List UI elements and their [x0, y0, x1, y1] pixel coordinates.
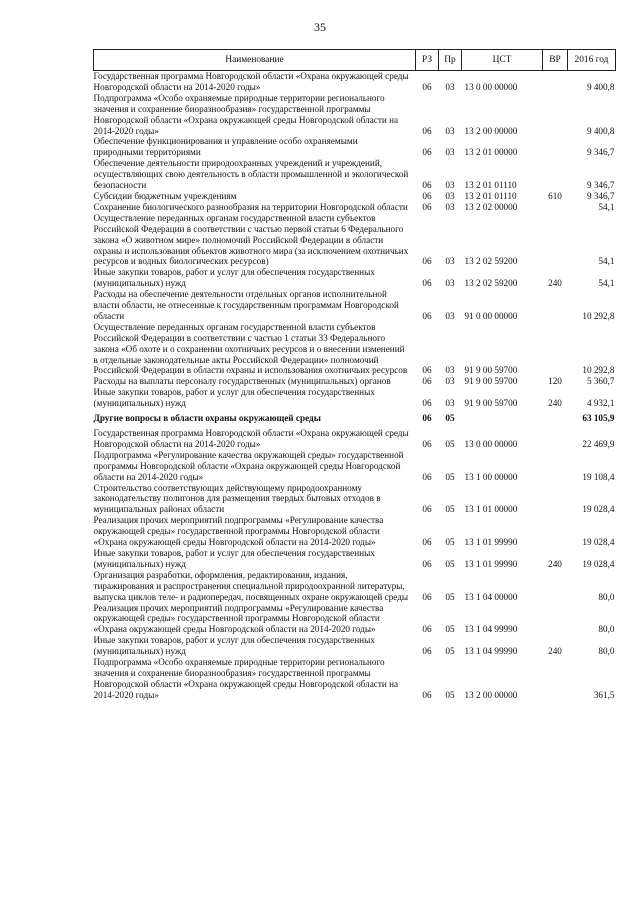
row-rz: 06: [422, 398, 432, 409]
table-row: [94, 570, 616, 603]
row-pr: 03: [445, 278, 455, 289]
row-vr: [543, 202, 568, 213]
row-cst: 13 1 04 99990: [464, 646, 518, 657]
row-cst: 13 0 00 00000: [464, 81, 518, 92]
row-amount: 19 028,4: [582, 558, 615, 569]
table-row: [94, 515, 616, 548]
row-cst: 13 1 01 99990: [464, 558, 518, 569]
row-rz: 06: [422, 147, 432, 158]
row-amount: 22 469,9: [582, 438, 615, 449]
row-amount: 54,1: [598, 201, 615, 212]
table-row: [94, 213, 616, 268]
row-rz: 06: [422, 413, 432, 424]
row-pr: 03: [445, 190, 455, 201]
row-cst: 91 9 00 59700: [464, 376, 518, 387]
row-name: Иные закупки товаров, работ и услуг для обеспечения государственных (муниципальных) нужд: [93, 387, 375, 409]
row-amount: 9 346,7: [586, 147, 615, 158]
row-name: Иные закупки товаров, работ и услуг для обеспечения государственных (муниципальных) нужд: [93, 635, 375, 657]
row-name: Подпрограмма «Особо охраняемые природные территории регионального значения и сохранение биоразнообразия» государственной программы Новгородской области «Охрана окружающей среды Новгородской области на 2014-2020 годы»: [93, 657, 399, 700]
row-rz: 06: [422, 591, 432, 602]
row-pr: 03: [445, 81, 455, 92]
row-name: Подпрограмма «Особо охраняемые природные территории регионального значения и сохранение биоразнообразия» государственной программы Новгородской области «Охрана окружающей среды Новгородской области на 2014-2020 годы»: [93, 92, 399, 136]
row-name: Расходы на обеспечение деятельности отдельных органов исполнительной власти области, не отнесенные к государственным программам Новгородской области: [93, 289, 399, 321]
row-name: Подпрограмма «Регулирование качества окружающей среды» государственной программы Новгородской области «Охрана окружающей среды Новгородской области на 2014-2020 годы»: [93, 449, 404, 482]
row-amount: 9 346,7: [586, 180, 615, 191]
row-cst: 91 9 00 59700: [464, 365, 518, 376]
row-pr: 03: [445, 125, 455, 136]
row-rz: 06: [422, 310, 432, 321]
row-name: Сохранение биологического разнообразия на территории Новгородской области: [93, 201, 408, 212]
row-amount: 80,0: [598, 591, 615, 602]
row-vr: [543, 515, 568, 548]
row-cst: 13 1 01 00000: [464, 504, 518, 515]
row-vr: 240: [548, 558, 562, 569]
header-cst: ЦСТ: [462, 50, 543, 71]
row-amount: 19 028,4: [582, 537, 615, 548]
row-cst: 13 1 04 99990: [464, 624, 518, 635]
row-name: Государственная программа Новгородской области «Охрана окружающей среды Новгородской области на 2014-2020 годы»: [93, 71, 409, 92]
row-cst: 13 2 00 00000: [464, 125, 518, 136]
table-row: [94, 267, 616, 289]
row-amount: 19 028,4: [582, 504, 615, 515]
row-cst: 13 2 02 00000: [464, 201, 518, 212]
row-vr: 240: [548, 398, 562, 409]
row-pr: 05: [445, 689, 455, 700]
row-vr: [543, 657, 568, 701]
row-pr: 05: [445, 646, 455, 657]
row-amount: 361,5: [593, 689, 615, 700]
row-cst: 13 0 00 00000: [464, 438, 518, 449]
row-rz: 06: [422, 624, 432, 635]
row-pr: 05: [445, 537, 455, 548]
table-row: [94, 191, 616, 202]
row-vr: 240: [548, 646, 562, 657]
row-amount: 80,0: [598, 624, 615, 635]
table-row: [94, 450, 616, 483]
row-amount: 54,1: [598, 278, 615, 289]
row-pr: 03: [445, 180, 455, 191]
row-pr: 03: [445, 147, 455, 158]
table-row: [94, 483, 616, 516]
row-pr: 05: [445, 558, 455, 569]
row-cst: 13 1 04 00000: [464, 591, 518, 602]
row-name: Реализация прочих мероприятий подпрограммы «Регулирование качества окружающей среды» государственной программы Новгородской области «Охрана окружающей среды Новгородской области на 2014-2020 годы»: [93, 515, 384, 548]
table-row: [94, 71, 616, 93]
table-row: [94, 202, 616, 213]
row-pr: 03: [445, 256, 455, 267]
row-amount: 63 105,9: [582, 413, 615, 424]
row-amount: 10 292,8: [582, 310, 615, 321]
table-row: [94, 322, 616, 377]
row-rz: 06: [422, 365, 432, 376]
row-name: Строительство соответствующих действующему природоохранному законодательству полигонов для размещения твердых бытовых отходов в муниципальных районах области: [93, 482, 381, 515]
row-rz: 06: [422, 125, 432, 136]
header-name: Наименование: [94, 50, 416, 71]
row-cst: 13 2 00 00000: [464, 689, 518, 700]
row-rz: 06: [422, 201, 432, 212]
row-vr: [543, 450, 568, 483]
row-cst: 13 2 02 59200: [464, 278, 518, 289]
row-vr: [543, 158, 568, 191]
row-pr: 05: [445, 624, 455, 635]
row-vr: [543, 136, 568, 158]
row-rz: 06: [422, 504, 432, 515]
row-vr: [543, 213, 568, 268]
table-header-row: [94, 50, 616, 71]
header-vr: ВР: [543, 50, 568, 71]
row-cst: 13 2 01 01110: [464, 180, 517, 191]
row-vr: 120: [548, 376, 562, 387]
row-cst: 91 0 00 00000: [464, 310, 518, 321]
row-vr: 240: [548, 278, 562, 289]
row-name: Иные закупки товаров, работ и услуг для обеспечения государственных (муниципальных) нужд: [93, 547, 375, 569]
row-vr: [543, 424, 568, 450]
row-pr: 03: [445, 376, 455, 387]
row-rz: 06: [422, 537, 432, 548]
row-vr: [543, 483, 568, 516]
row-name: Расходы на выплаты персоналу государственных (муниципальных) органов: [93, 376, 391, 387]
row-pr: 05: [445, 591, 455, 602]
row-pr: 05: [445, 504, 455, 515]
row-cst: 13 1 00 00000: [464, 471, 518, 482]
row-amount: 4 932,1: [586, 398, 615, 409]
row-rz: 06: [422, 646, 432, 657]
row-amount: 9 346,7: [586, 190, 615, 201]
row-rz: 06: [422, 81, 432, 92]
row-rz: 06: [422, 438, 432, 449]
row-vr: [543, 93, 568, 137]
row-rz: 06: [422, 180, 432, 191]
row-pr: 03: [445, 365, 455, 376]
row-rz: 06: [422, 689, 432, 700]
row-vr: [543, 409, 568, 424]
row-vr: [543, 71, 568, 93]
row-name: Реализация прочих мероприятий подпрограммы «Регулирование качества окружающей среды» государственной программы Новгородской области «Охрана окружающей среды Новгородской области на 2014-2020 годы»: [93, 602, 384, 635]
row-pr: 03: [445, 398, 455, 409]
row-name: Обеспечение функционирования и управление особо охраняемыми природными территориями: [93, 136, 358, 158]
row-rz: 06: [422, 256, 432, 267]
row-pr: 03: [445, 201, 455, 212]
row-name: Субсидии бюджетным учреждениям: [93, 190, 237, 201]
row-cst: 91 9 00 59700: [464, 398, 518, 409]
row-rz: 06: [422, 471, 432, 482]
table-row: [94, 136, 616, 158]
row-vr: [543, 289, 568, 322]
budget-table: [93, 49, 616, 701]
row-amount: 19 108,4: [582, 471, 615, 482]
row-vr: [543, 570, 568, 603]
row-cst: 13 1 01 99990: [464, 537, 518, 548]
table-row: [94, 289, 616, 322]
table-row: [94, 376, 616, 387]
row-pr: 03: [445, 310, 455, 321]
row-rz: 06: [422, 278, 432, 289]
table-row: [94, 409, 616, 424]
row-pr: 05: [445, 413, 455, 424]
table-body: [94, 71, 616, 701]
table-row: [94, 603, 616, 636]
row-amount: 9 400,8: [586, 125, 615, 136]
row-vr: [543, 322, 568, 377]
row-name: Государственная программа Новгородской области «Охрана окружающей среды Новгородской области на 2014-2020 годы»: [93, 428, 409, 449]
row-name: Осуществление переданных органам государственной власти субъектов Российской Федерации в соответствии с частью первой статьи 6 Федерального закона «О животном мире» полномочий Российской Федерации в области охраны и использования объектов животного мира (за исключением охотничьих ресурсов и водных биологических ресурсов): [93, 212, 409, 267]
row-cst: 13 2 01 01110: [464, 190, 517, 201]
row-cst: 13 2 01 00000: [464, 147, 518, 158]
row-amount: 80,0: [598, 646, 615, 657]
row-rz: 06: [422, 376, 432, 387]
row-name: Другие вопросы в области охраны окружающей среды: [93, 413, 321, 424]
row-name: Осуществление переданных органам государственной власти субъектов Российской Федерации в соответствии с частью 1 статьи 33 Федерального закона «Об охоте и о сохранении охотничьих ресурсов и о внесении изменений в отдельные законодательные акты Российской Федерации» полномочий Российской Федерации в области охраны и использования охотничьих ресурсов: [93, 321, 408, 376]
row-cst: [462, 409, 543, 424]
row-vr: 610: [548, 190, 562, 201]
header-pr: Пр: [439, 50, 462, 71]
table-row: [94, 548, 616, 570]
table-row: [94, 93, 616, 137]
row-amount: 10 292,8: [582, 365, 615, 376]
table-row: [94, 424, 616, 450]
row-cst: 13 2 02 59200: [464, 256, 518, 267]
row-vr: [543, 603, 568, 636]
header-year: 2016 год: [568, 50, 616, 71]
table-row: [94, 635, 616, 657]
row-pr: 05: [445, 471, 455, 482]
row-name: Организация разработки, оформления, редактирования, издания, тиражирования и распространения специальной природоохранной литературы, выпуска циклов теле- и радиопередач, посвященных охране окружающей среды: [93, 569, 409, 602]
row-name: Обеспечение деятельности природоохранных учреждений и учреждений, осуществляющих свою деятельность в области промышленной и экологической безопасности: [93, 158, 409, 191]
header-rz: РЗ: [416, 50, 439, 71]
row-amount: 5 360,7: [586, 376, 615, 387]
row-name: Иные закупки товаров, работ и услуг для обеспечения государственных (муниципальных) нужд: [93, 267, 375, 289]
row-rz: 06: [422, 558, 432, 569]
table-row: [94, 657, 616, 701]
page-number: 35: [314, 20, 326, 34]
table-row: [94, 387, 616, 409]
row-amount: 54,1: [598, 256, 615, 267]
row-pr: 05: [445, 438, 455, 449]
row-rz: 06: [422, 190, 432, 201]
table-row: [94, 158, 616, 191]
row-amount: 9 400,8: [586, 81, 615, 92]
